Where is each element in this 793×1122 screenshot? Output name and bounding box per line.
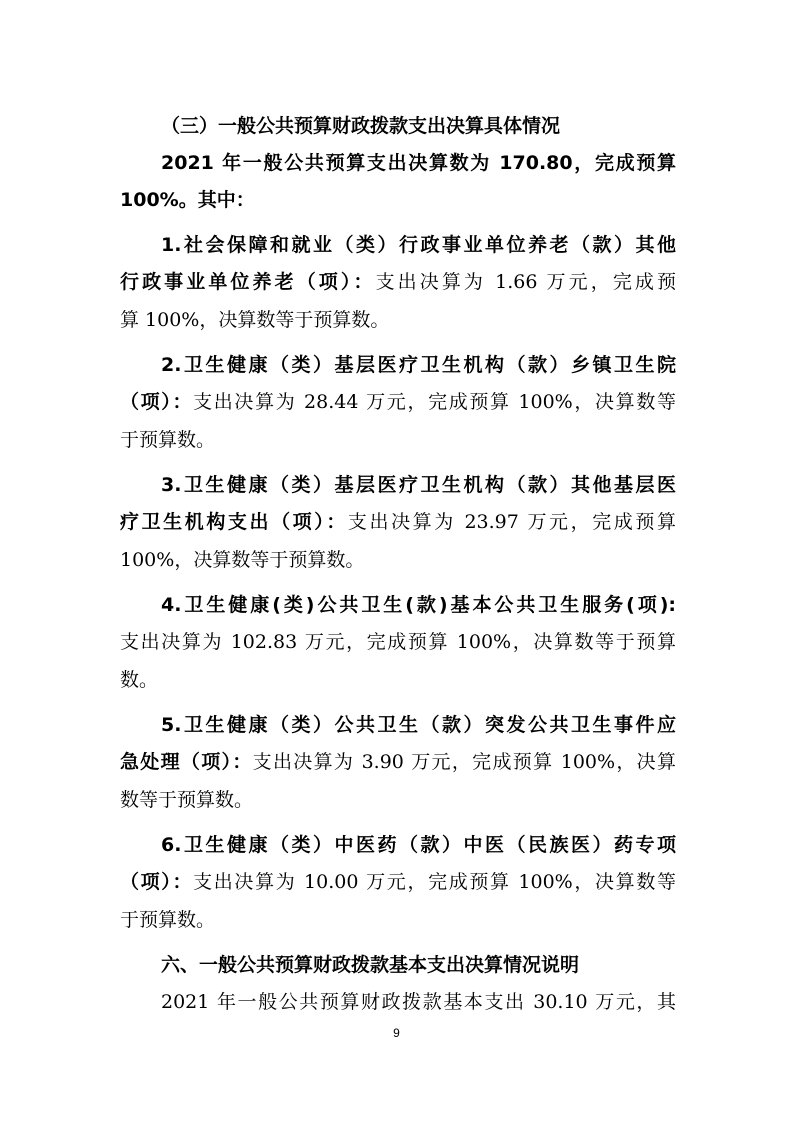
section-6-line-1: 2021 年一般公共预算财政拨款基本支出 30.10 万元，其: [161, 991, 676, 1013]
item-1-line-1: 1.社会保障和就业（类）行政事业单位养老（款）其他: [161, 234, 676, 256]
item-3-line-2: [120, 508, 676, 536]
item-1-text: 支出决算为 1.66 万元，完成预: [375, 271, 676, 293]
intro-line-1: 2021 年一般公共预算支出决算数为 170.80，完成预算: [161, 152, 676, 174]
item-2-label: （项）：: [120, 391, 194, 413]
item-2-line-2: [120, 388, 676, 416]
item-5-line-1: 5.卫生健康（类）公共卫生（款）突发公共卫生事件应: [161, 714, 676, 736]
page-number: 9: [393, 1026, 400, 1040]
item-4-line-2: 支出决算为 102.83 万元，完成预算 100%，决算数等于预算: [120, 631, 676, 653]
item-5-label: 急处理（项）：: [120, 751, 253, 773]
item-5-text: 支出决算为 3.90 万元，完成预算 100%，决算: [252, 751, 676, 773]
section-heading: （三）一般公共预算财政拨款支出决算具体情况: [161, 115, 561, 137]
item-6-line-3: 于预算数。: [120, 909, 216, 931]
intro-line-2: 100%。其中：: [120, 189, 255, 211]
item-1-line-2: [120, 268, 676, 296]
item-3-text: 支出决算为 23.97 万元，完成预算: [347, 511, 676, 533]
item-3-line-3: 100%，决算数等于预算数。: [120, 549, 365, 571]
item-6-line-1: 6.卫生健康（类）中医药（款）中医（民族医）药专项: [161, 834, 676, 856]
item-2-text: 支出决算为 28.44 万元，完成预算 100%，决算数等: [193, 391, 676, 413]
item-3-line-1: 3.卫生健康（类）基层医疗卫生机构（款）其他基层医: [161, 474, 676, 496]
section-6-heading: 六、一般公共预算财政拨款基本支出决算情况说明: [161, 954, 580, 976]
item-3-label: 疗卫生机构支出（项）：: [120, 511, 348, 533]
item-4-line-3: 数。: [120, 669, 159, 691]
item-1-label: 行政事业单位养老（项）：: [120, 271, 376, 293]
item-6-label: （项）：: [120, 871, 194, 893]
item-5-line-2: [120, 748, 676, 776]
item-5-line-3: 数等于预算数。: [120, 789, 254, 811]
item-6-text: 支出决算为 10.00 万元，完成预算 100%，决算数等: [193, 871, 676, 893]
item-2-line-1: 2.卫生健康（类）基层医疗卫生机构（款）乡镇卫生院: [161, 354, 676, 376]
item-1-line-3: 算 100%，决算数等于预算数。: [120, 309, 390, 331]
item-6-line-2: [120, 868, 676, 896]
item-2-line-3: 于预算数。: [120, 429, 216, 451]
item-4-line-1: 4.卫生健康(类)公共卫生(款)基本公共卫生服务(项):: [161, 594, 676, 616]
